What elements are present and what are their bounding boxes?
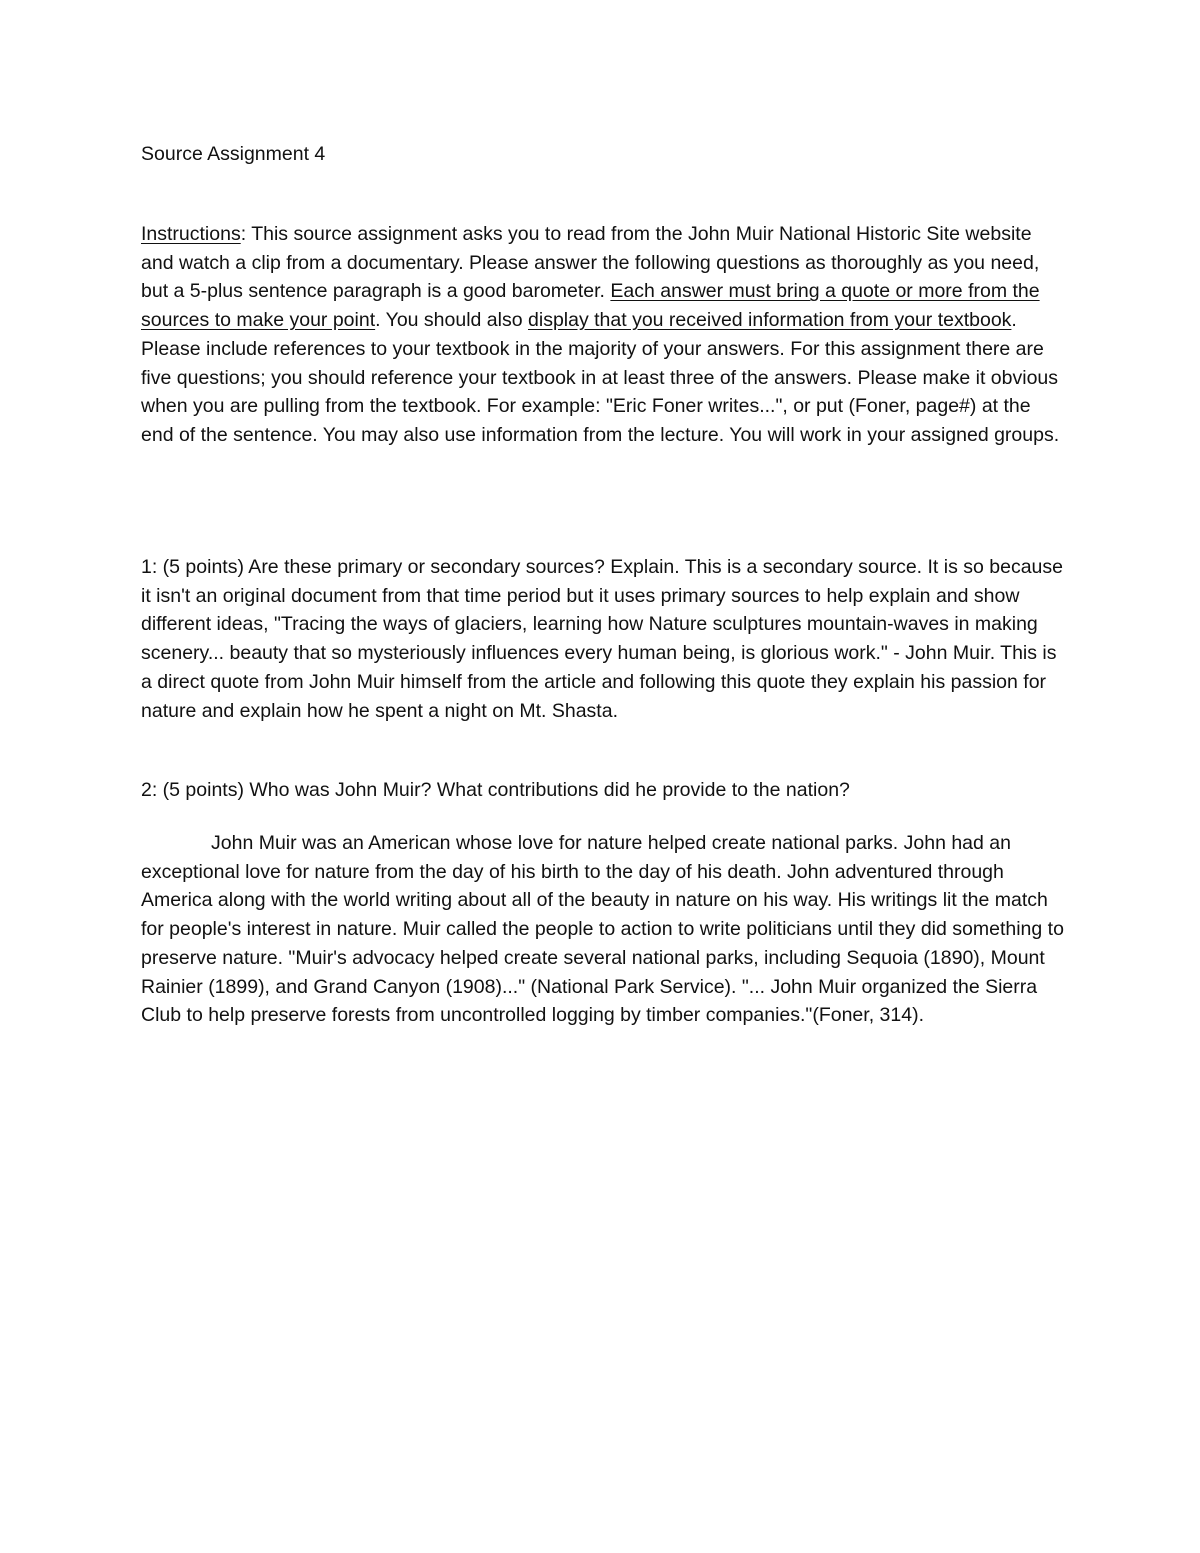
instructions-text-1: This source assignment asks you to read from the John Muir National Historic Site website and watch a clip from a documentary. Please answer the following questions as thoroughly as you need, but a 5-plus sentence paragraph is a good barometer.	[141, 223, 1040, 303]
instructions-text-2: . You should also	[375, 309, 529, 332]
question-2: 2: (5 points) Who was John Muir? What contributions did he provide to the nation?	[141, 779, 850, 801]
instructions-underlined-requirement-2: display that you received information from your textbook	[528, 309, 1012, 332]
document-title: Source Assignment 4	[141, 143, 326, 165]
question-1-with-answer: 1: (5 points) Are these primary or secondary sources? Explain. This is a secondary source. It is so because it isn't an original document from that time period but it uses primary sources to help explain and show different ideas, "Tracing the ways of glaciers, learning how Nature sculptures mountain-waves in making scenery... beauty that so mysteriously influences every human being, is glorious work." - John Muir. This is a direct quote from John Muir himself from the article and following this quote they explain his passion for nature and explain how he spent a night on Mt. Shasta.	[141, 556, 1063, 722]
instructions-text-3: . Please include references to your textbook in the majority of your answers. For this assignment there are five questions; you should reference your textbook in at least three of the answers. Please make it obvious when you are pulling from the textbook. For example: "Eric Foner writes...", or put (Foner, page#) at the end of the sentence. You may also use information from the lecture. You will work in your assigned groups.	[141, 309, 1060, 446]
instructions-paragraph	[141, 220, 1066, 450]
answer-2-paragraph: John Muir was an American whose love for nature helped create national parks. John had an exceptional love for nature from the day of his birth to the day of his death. John adventured through America along with the world writing about all of the beauty in nature on his way. His writings lit the match for people's interest in nature. Muir called the people to action to write politicians until they did something to preserve nature. "Muir's advocacy helped create several national parks, including Sequoia (1890), Mount Rainier (1899), and Grand Canyon (1908)..." (National Park Service). "... John Muir organized the Sierra Club to help preserve forests from uncontrolled logging by timber companies."(Foner, 314).	[141, 832, 1064, 1027]
instructions-underlined-requirement-1: Each answer must bring a quote or more from the sources to make your point	[141, 280, 1040, 332]
instructions-label: Instructions	[141, 223, 241, 245]
instructions-label-suffix: :	[240, 223, 247, 245]
